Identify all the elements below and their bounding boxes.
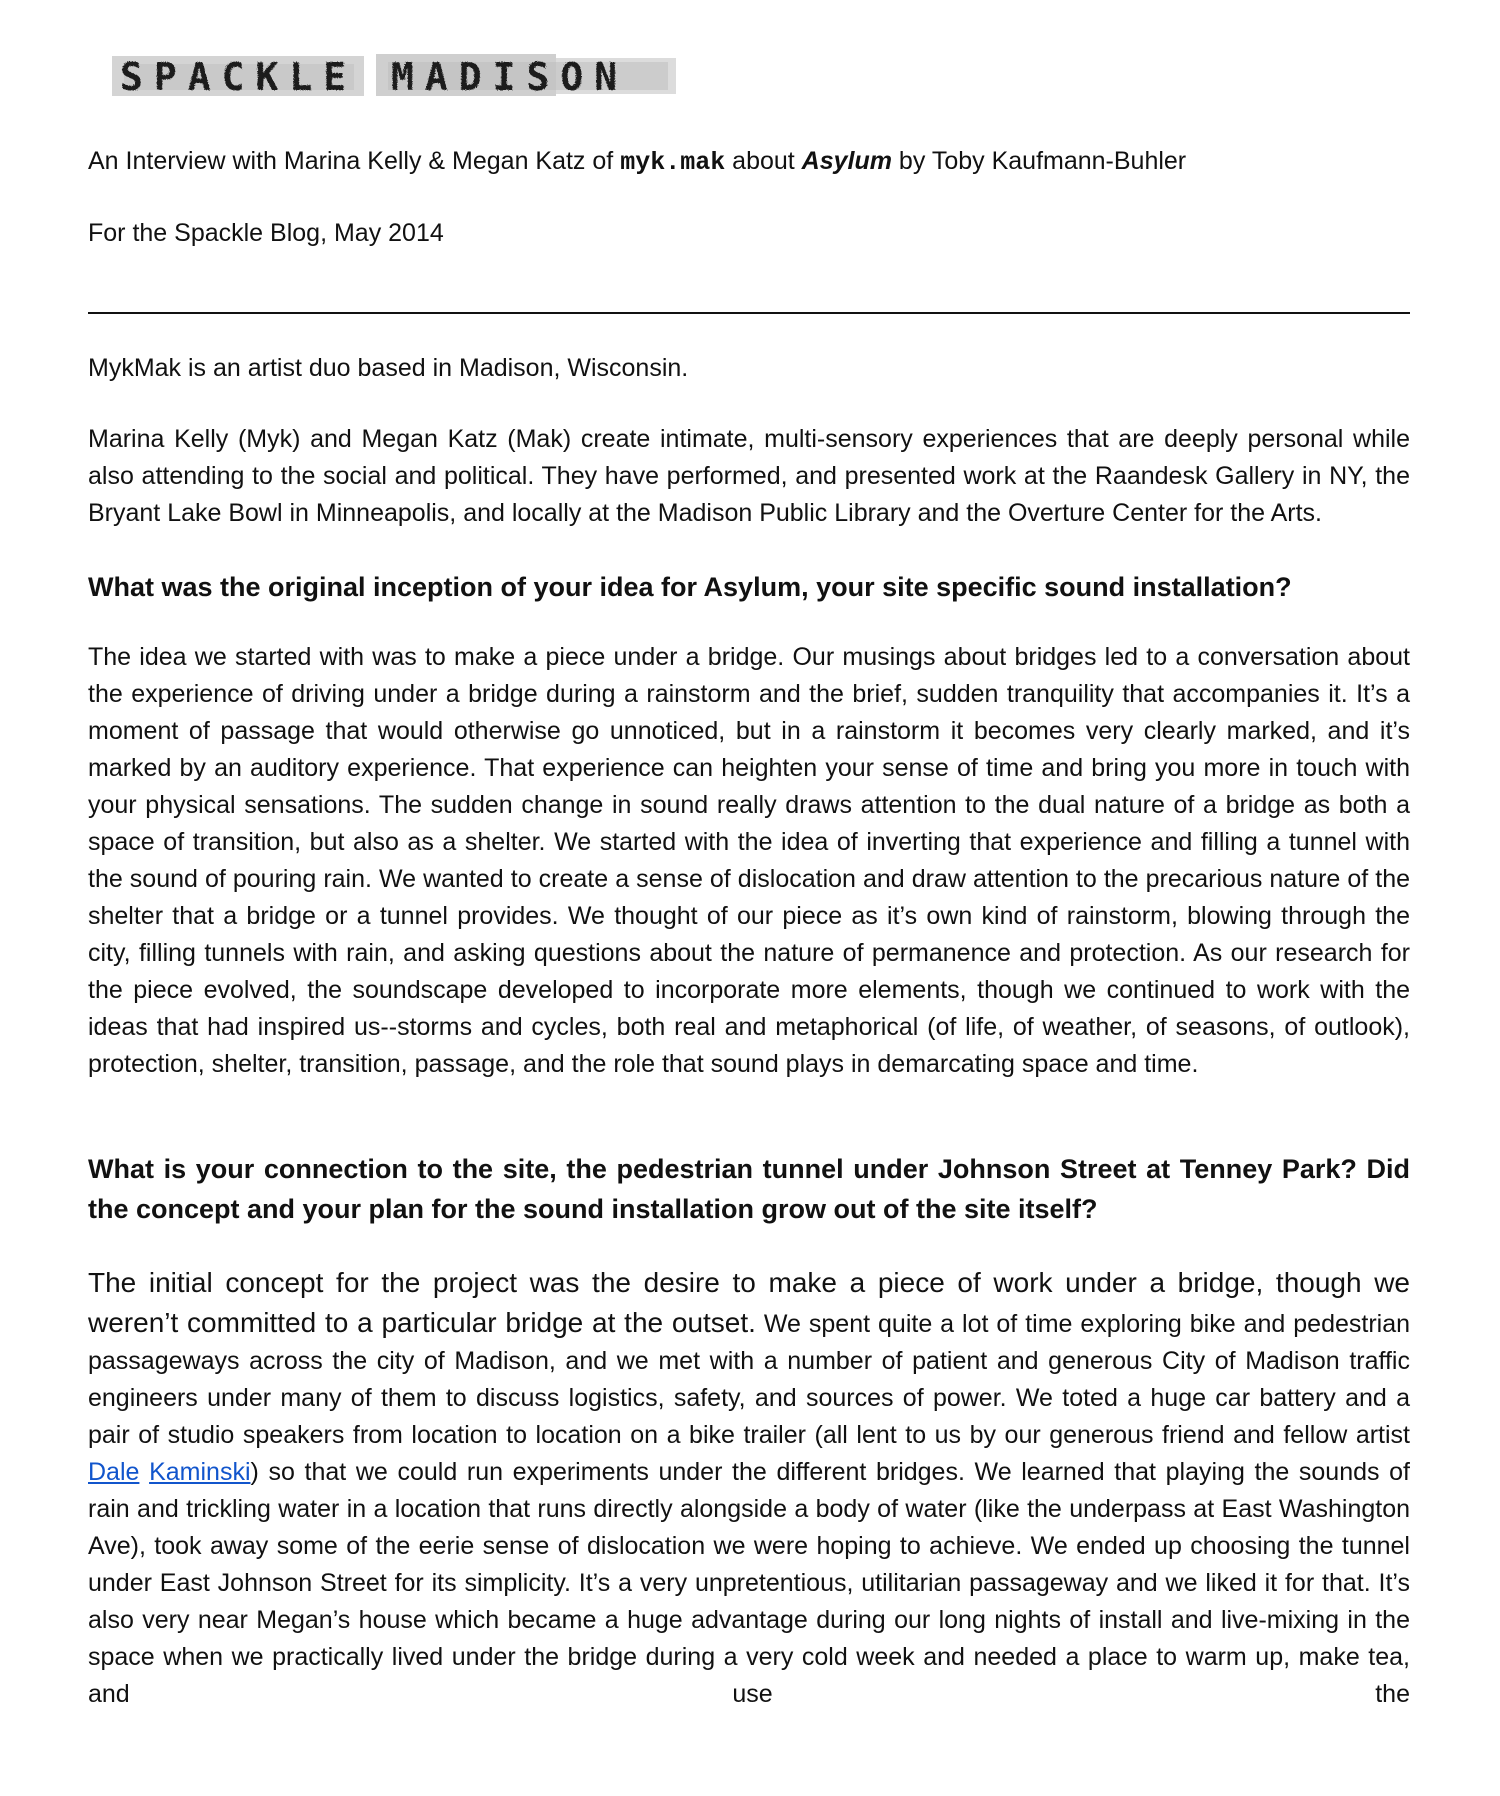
title-suffix: by Toby Kaufmann-Buhler bbox=[891, 147, 1187, 175]
answer-1: The idea we started with was to make a piece under a bridge. Our musings about bridges led to a conversation about the experience of driving under a bridge during a rainstorm and the brief, sudden tranquility that accompanies it. It’s a moment of passage that would otherwise go unnoticed, but in a rainstorm it becomes very clearly marked, and it’s marked by an auditory experience. That experience can heighten your sense of time and bring you more in touch with your physical sensations. The sudden change in sound really draws attention to the dual nature of a bridge as both a space of transition, but also as a shelter. We started with the idea of inverting that experience and filling a tunnel with the sound of pouring rain. We wanted to create a sense of dislocation and draw attention to the precarious nature of the shelter that a bridge or a tunnel provides. We thought of our piece as it’s own kind of rainstorm, blowing through the city, filling tunnels with rain, and asking questions about the nature of permanence and protection. As our research for the piece evolved, the soundscape developed to incorporate more elements, though we continued to work with the ideas that had inspired us--storms and cycles, both real and metaphorical (of life, of weather, of seasons, of outlook), protection, shelter, transition, passage, and the role that sound plays in demarcating space and time. bbox=[88, 643, 1410, 1078]
title-prefix: An Interview with Marina Kelly & Megan Katz of bbox=[88, 147, 621, 175]
article-body bbox=[88, 350, 1410, 1713]
interview-title bbox=[88, 145, 1186, 179]
spackle-madison-logo bbox=[112, 50, 712, 100]
logo-graphic bbox=[112, 50, 712, 100]
title-about: about bbox=[725, 147, 802, 175]
title-work: Asylum bbox=[801, 147, 892, 175]
logo-wordmark: SPACKLE MADISON bbox=[120, 55, 629, 99]
intro-lead: MykMak is an artist duo based in Madison, Wisconsin. bbox=[88, 354, 689, 382]
link-dale[interactable]: Dale bbox=[88, 1458, 140, 1486]
answer-2-lead: The initial concept for the project was the desire to make a piece of work under a bridge, though we weren’t committed to a particular bridge at the outset. bbox=[88, 1267, 1410, 1338]
byline: For the Spackle Blog, May 2014 bbox=[88, 219, 444, 247]
question-2: What is your connection to the site, the pedestrian tunnel under Johnson Street at Tenney Park? Did the concept and your plan for the sound installation grow out of the site itself? bbox=[88, 1154, 1410, 1224]
horizontal-divider bbox=[88, 312, 1410, 314]
answer-2-part2: ) so that we could run experiments under the different bridges. We learned that playing the sounds of rain and trickling water in a location that runs directly alongside a body of water (like the underpass at East Washington Ave), took away some of the eerie sense of dislocation we were hoping to achieve. We ended up choosing the tunnel under East Johnson Street for its simplicity. It’s a very unpretentious, utilitarian passageway and we liked it for that. It’s also very near Megan’s house which became a huge advantage during our long nights of install and live-mixing in the space when we practically lived under the bridge during a very cold week and needed a place to warm up, make tea, and use the bbox=[88, 1458, 1410, 1708]
intro-bio: Marina Kelly (Myk) and Megan Katz (Mak) create intimate, multi-sensory experiences that are deeply personal while also attending to the social and political. They have performed, and presented work at the Raandesk Gallery in NY, the Bryant Lake Bowl in Minneapolis, and locally at the Madison Public Library and the Overture Center for the Arts. bbox=[88, 425, 1410, 527]
question-1: What was the original inception of your idea for Asylum, your site specific sound installation? bbox=[88, 572, 1292, 602]
answer-2-part1: We spent quite a lot of time exploring bike and pedestrian passageways across the city of Madison, and we met with a number of patient and generous City of Madison traffic engineers under many of them to discuss logistics, safety, and sources of power. We toted a huge car battery and a pair of studio speakers from location to location on a bike trailer (all lent to us by our generous friend and fellow artist bbox=[88, 1310, 1411, 1449]
answer-2 bbox=[88, 1263, 1410, 1713]
title-brand: myk.mak bbox=[620, 148, 726, 177]
link-kaminski[interactable]: Kaminski bbox=[149, 1458, 251, 1486]
